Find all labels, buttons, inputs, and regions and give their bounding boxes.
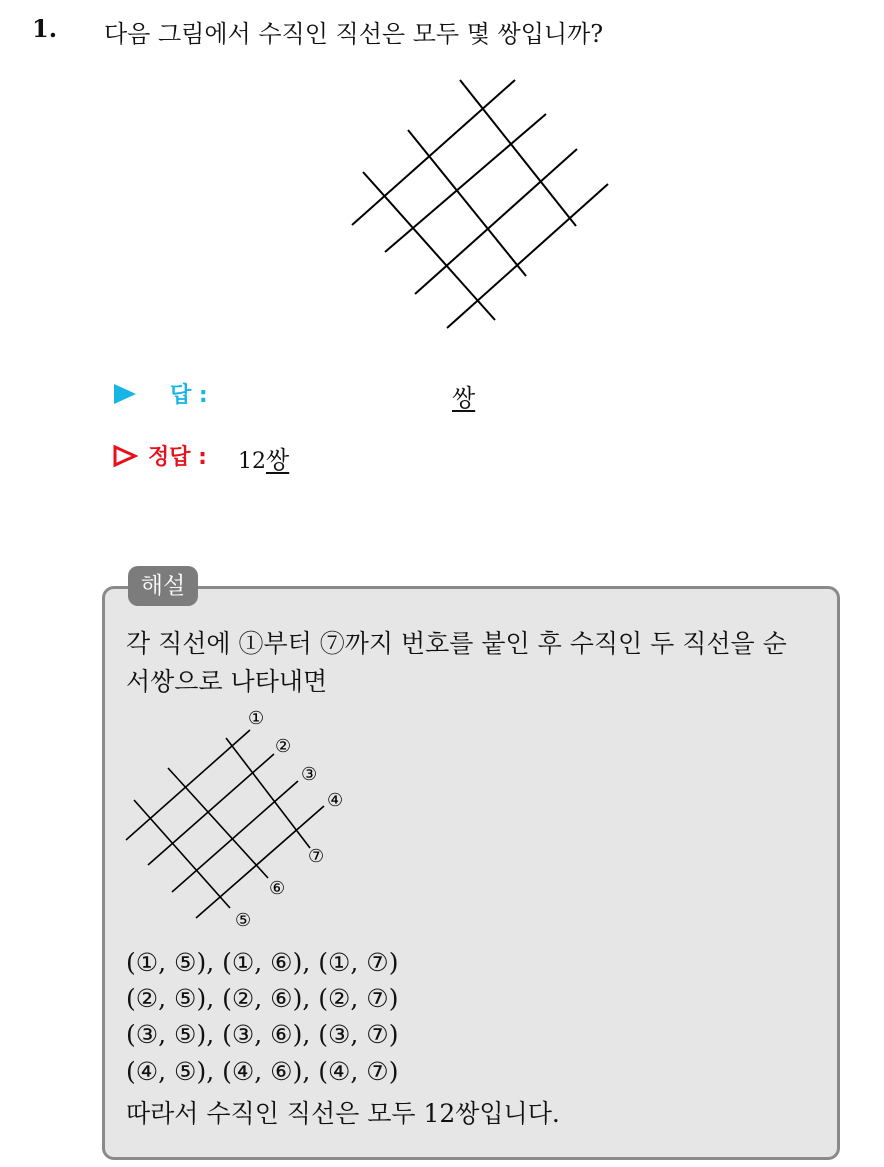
explanation-line-1: 각 직선에 ①부터 ⑦까지 번호를 붙인 후 수직인 두 직선을 순 bbox=[126, 629, 787, 658]
answer-unit: 쌍 bbox=[452, 384, 476, 412]
question-number: 1. bbox=[32, 14, 58, 43]
figure-line bbox=[408, 130, 526, 276]
figure-label: ⑦ bbox=[308, 846, 325, 867]
figure-line-7 bbox=[226, 738, 310, 848]
pair-row: (②, ⑤), (②, ⑥), (②, ⑦) bbox=[126, 984, 399, 1013]
figure-label: ① bbox=[248, 708, 265, 729]
figure-line-2 bbox=[148, 754, 274, 865]
play-arrow-icon bbox=[112, 382, 138, 406]
figure-label: ⑤ bbox=[235, 910, 252, 931]
pair-row: (①, ⑤), (①, ⑥), (①, ⑦) bbox=[126, 948, 399, 977]
numbered-lines-figure bbox=[118, 702, 358, 934]
figure-line bbox=[385, 114, 546, 252]
figure-label: ⑥ bbox=[269, 878, 286, 899]
explanation-line-2: 서쌍으로 나타내면 bbox=[126, 667, 328, 696]
answer-label: 답 : bbox=[170, 383, 208, 408]
correct-answer-value bbox=[238, 440, 289, 475]
pair-row: (③, ⑤), (③, ⑥), (③, ⑦) bbox=[126, 1020, 399, 1049]
figure-line-1 bbox=[126, 730, 250, 840]
correct-answer-number: 12 bbox=[238, 449, 266, 474]
figure-line-3 bbox=[172, 781, 298, 892]
figure-line bbox=[352, 80, 515, 225]
figure-line bbox=[460, 80, 576, 226]
figure-label: ② bbox=[275, 736, 292, 757]
figure-line-6 bbox=[168, 768, 268, 878]
answer-row bbox=[112, 378, 512, 412]
correct-answer-label: 정답 : bbox=[148, 445, 207, 470]
outline-arrow-icon bbox=[112, 444, 138, 468]
perpendicular-lines-figure bbox=[345, 72, 615, 334]
pair-row: (④, ⑤), (④, ⑥), (④, ⑦) bbox=[126, 1057, 399, 1086]
figure-line bbox=[363, 172, 495, 320]
question-text: 다음 그림에서 수직인 직선은 모두 몇 쌍입니까? bbox=[104, 20, 604, 48]
correct-answer-row bbox=[112, 440, 512, 474]
conclusion-text: 따라서 수직인 직선은 모두 12쌍입니다. bbox=[126, 1099, 560, 1128]
figure-label: ③ bbox=[301, 764, 318, 785]
figure-line bbox=[447, 184, 608, 328]
figure-label: ④ bbox=[327, 790, 344, 811]
figure-line-4 bbox=[196, 806, 324, 918]
figure-line bbox=[415, 149, 577, 294]
correct-answer-unit: 쌍 bbox=[266, 446, 290, 474]
explanation-tag: 해설 bbox=[128, 566, 198, 606]
